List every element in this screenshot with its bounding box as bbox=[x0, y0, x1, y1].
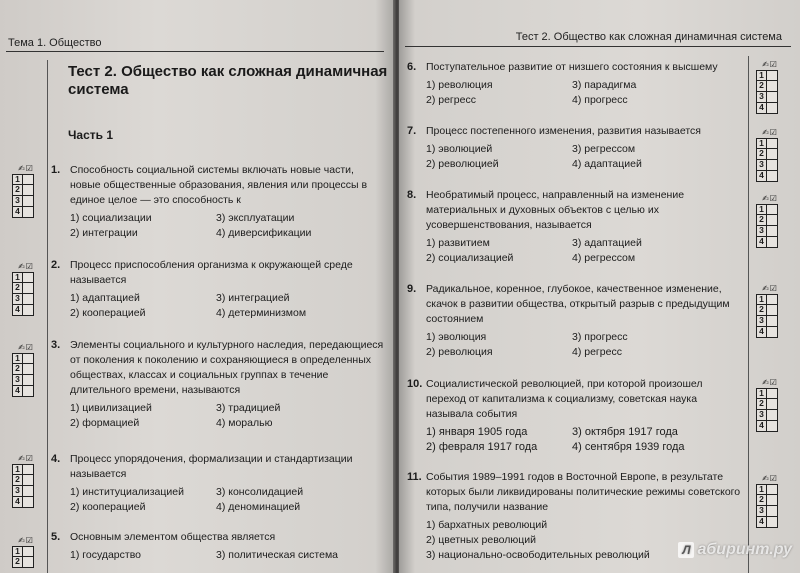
left-page bbox=[0, 0, 395, 573]
pen-check-icon: ✍☑ bbox=[762, 128, 778, 137]
part-title: Часть 1 bbox=[68, 128, 114, 142]
answer-option: 4) сентября 1939 года bbox=[572, 441, 685, 453]
answer-checkbox[interactable] bbox=[23, 353, 34, 364]
question-text: Поступательное развитие от низшего состояния к высшему bbox=[426, 61, 718, 73]
answer-checkbox[interactable] bbox=[23, 486, 34, 497]
answer-checkbox[interactable] bbox=[767, 410, 778, 421]
answer-grid-q7 bbox=[756, 128, 784, 182]
answer-checkbox[interactable] bbox=[767, 215, 778, 226]
answer-checkbox[interactable] bbox=[767, 138, 778, 149]
right-page bbox=[399, 0, 800, 573]
answer-option: 2) социализацией bbox=[426, 252, 514, 264]
answer-grid-q11 bbox=[756, 474, 784, 528]
answer-checkbox[interactable] bbox=[23, 386, 34, 397]
answer-grid-q1 bbox=[12, 164, 40, 218]
answer-option: 2) революция bbox=[426, 346, 493, 358]
grid-number: 1 bbox=[756, 70, 767, 81]
answer-option: 3) адаптацией bbox=[572, 237, 642, 249]
right-margin-line bbox=[748, 56, 749, 573]
answer-option: 3) консолидацией bbox=[216, 486, 304, 498]
grid-number: 3 bbox=[756, 92, 767, 103]
answer-option: 1) эволюцией bbox=[426, 143, 493, 155]
answer-option: 1) развитием bbox=[426, 237, 490, 249]
answer-checkbox[interactable] bbox=[767, 70, 778, 81]
answer-checkbox[interactable] bbox=[23, 196, 34, 207]
pen-check-icon: ✍☑ bbox=[18, 343, 34, 352]
answer-checkbox[interactable] bbox=[23, 557, 34, 568]
answer-grid-q5 bbox=[12, 536, 40, 568]
grid-number: 3 bbox=[756, 160, 767, 171]
grid-number: 1 bbox=[756, 484, 767, 495]
grid-number: 3 bbox=[12, 375, 23, 386]
answer-checkbox[interactable] bbox=[767, 399, 778, 410]
grid-number: 2 bbox=[12, 364, 23, 375]
answer-option: 1) социализации bbox=[70, 212, 152, 224]
answer-checkbox[interactable] bbox=[767, 495, 778, 506]
grid-number: 1 bbox=[12, 546, 23, 557]
question-text: Основным элементом общества является bbox=[70, 531, 276, 543]
grid-number: 2 bbox=[756, 215, 767, 226]
grid-number: 4 bbox=[756, 171, 767, 182]
pen-check-icon: ✍☑ bbox=[762, 378, 778, 387]
answer-option: 2) интеграции bbox=[70, 227, 138, 239]
question-text: Необратимый процесс, направленный на изменение материальных и духовных объектов с целью их усовершенствования, называется bbox=[426, 189, 685, 231]
answer-option: 2) февраля 1917 года bbox=[426, 441, 538, 453]
grid-number: 3 bbox=[12, 196, 23, 207]
question-number: 2. bbox=[51, 259, 61, 271]
answer-option: 4) деноминацией bbox=[216, 501, 301, 513]
answer-option: 2) кооперацией bbox=[70, 501, 146, 513]
grid-number: 1 bbox=[12, 353, 23, 364]
right-page-header: Тест 2. Общество как сложная динамичная система bbox=[515, 31, 782, 43]
question-text: Способность социальной системы включать новые части, новые общественные образования, явления или процессы в единое целое — это способность к bbox=[70, 164, 368, 206]
grid-number: 2 bbox=[756, 305, 767, 316]
pen-check-icon: ✍☑ bbox=[18, 262, 34, 271]
answer-option: 1) цивилизацией bbox=[70, 402, 152, 414]
labirint-watermark bbox=[678, 541, 792, 559]
question-6 bbox=[407, 60, 742, 108]
answer-option: 3) регрессом bbox=[572, 143, 636, 155]
grid-number: 2 bbox=[12, 185, 23, 196]
labirint-logo-icon: Л bbox=[678, 542, 694, 558]
pen-check-icon: ✍☑ bbox=[762, 194, 778, 203]
grid-number: 4 bbox=[756, 517, 767, 528]
question-number: 9. bbox=[407, 283, 417, 295]
question-number: 1. bbox=[51, 164, 61, 176]
grid-number: 3 bbox=[12, 486, 23, 497]
answer-option: 4) прогресс bbox=[572, 94, 628, 106]
watermark-text: абиринт.ру bbox=[697, 541, 792, 558]
answer-checkbox[interactable] bbox=[767, 506, 778, 517]
answer-option: 1) эволюция bbox=[426, 331, 487, 343]
answer-checkbox[interactable] bbox=[23, 294, 34, 305]
answer-checkbox[interactable] bbox=[767, 103, 778, 114]
question-3 bbox=[51, 338, 386, 431]
answer-option: 3) прогресс bbox=[572, 331, 628, 343]
answer-checkbox[interactable] bbox=[767, 204, 778, 215]
answer-option: 2) революцией bbox=[426, 158, 499, 170]
grid-number: 4 bbox=[12, 386, 23, 397]
answer-checkbox[interactable] bbox=[767, 160, 778, 171]
answer-checkbox[interactable] bbox=[23, 546, 34, 557]
grid-number: 2 bbox=[756, 495, 767, 506]
question-9 bbox=[407, 282, 742, 360]
answer-option: 3) традицией bbox=[216, 402, 281, 414]
question-text: Процесс постепенного изменения, развития называется bbox=[426, 125, 701, 137]
grid-number: 3 bbox=[756, 226, 767, 237]
question-7 bbox=[407, 124, 742, 172]
grid-number: 3 bbox=[12, 294, 23, 305]
answer-grid-q4 bbox=[12, 454, 40, 508]
answer-option: 1) бархатных революций bbox=[426, 519, 548, 531]
answer-checkbox[interactable] bbox=[767, 327, 778, 338]
answer-checkbox[interactable] bbox=[767, 305, 778, 316]
question-5 bbox=[51, 530, 386, 563]
question-1 bbox=[51, 163, 386, 241]
question-text: Социалистической революцией, при которой произошел переход от капитализма к социализму, советская наука называла события bbox=[426, 378, 703, 420]
answer-checkbox[interactable] bbox=[23, 283, 34, 294]
answer-checkbox[interactable] bbox=[23, 375, 34, 386]
grid-number: 2 bbox=[12, 557, 23, 568]
answer-checkbox[interactable] bbox=[767, 171, 778, 182]
question-number: 8. bbox=[407, 189, 417, 201]
answer-grid-q6 bbox=[756, 60, 784, 114]
question-4 bbox=[51, 452, 386, 515]
answer-checkbox[interactable] bbox=[23, 185, 34, 196]
grid-number: 4 bbox=[12, 497, 23, 508]
answer-checkbox[interactable] bbox=[767, 92, 778, 103]
answer-option: 2) цветных революций bbox=[426, 534, 537, 546]
answer-option: 3) интеграцией bbox=[216, 292, 290, 304]
answer-option: 1) января 1905 года bbox=[426, 426, 528, 438]
pen-check-icon: ✍☑ bbox=[762, 284, 778, 293]
answer-option: 3) политическая система bbox=[216, 549, 338, 561]
answer-grid-q2 bbox=[12, 262, 40, 316]
question-text: События 1989–1991 годов в Восточной Европе, в результате которых были ликвидированы политические режимы советского типа, получили название bbox=[426, 471, 741, 513]
grid-number: 3 bbox=[756, 316, 767, 327]
answer-option: 4) адаптацией bbox=[572, 158, 642, 170]
answer-checkbox[interactable] bbox=[23, 464, 34, 475]
pen-check-icon: ✍☑ bbox=[762, 60, 778, 69]
answer-checkbox[interactable] bbox=[23, 497, 34, 508]
answer-option: 4) моралью bbox=[216, 417, 273, 429]
grid-number: 1 bbox=[12, 464, 23, 475]
answer-checkbox[interactable] bbox=[23, 207, 34, 218]
answer-option: 2) формацией bbox=[70, 417, 140, 429]
answer-checkbox[interactable] bbox=[767, 388, 778, 399]
answer-option: 1) институциализацией bbox=[70, 486, 184, 498]
answer-option: 1) адаптацией bbox=[70, 292, 140, 304]
grid-number: 2 bbox=[12, 283, 23, 294]
answer-option: 3) национально-освободительных революций bbox=[426, 549, 650, 561]
right-header-rule bbox=[405, 46, 791, 47]
grid-number: 3 bbox=[756, 410, 767, 421]
question-text: Процесс упорядочения, формализации и стандартизации называется bbox=[70, 453, 353, 480]
answer-option: 4) диверсификации bbox=[216, 227, 312, 239]
answer-option: 3) октября 1917 года bbox=[572, 426, 678, 438]
answer-option: 3) эксплуатации bbox=[216, 212, 295, 224]
answer-checkbox[interactable] bbox=[767, 81, 778, 92]
grid-number: 1 bbox=[756, 388, 767, 399]
question-number: 11. bbox=[407, 471, 422, 483]
grid-number: 2 bbox=[756, 399, 767, 410]
answer-option: 2) кооперацией bbox=[70, 307, 146, 319]
pen-check-icon: ✍☑ bbox=[762, 474, 778, 483]
answer-grid-q3 bbox=[12, 343, 40, 397]
answer-grid-q8 bbox=[756, 194, 784, 248]
grid-number: 2 bbox=[756, 81, 767, 92]
pen-check-icon: ✍☑ bbox=[18, 536, 34, 545]
grid-number: 1 bbox=[756, 138, 767, 149]
answer-checkbox[interactable] bbox=[767, 517, 778, 528]
grid-number: 4 bbox=[12, 305, 23, 316]
answer-checkbox[interactable] bbox=[767, 484, 778, 495]
answer-checkbox[interactable] bbox=[23, 475, 34, 486]
answer-checkbox[interactable] bbox=[767, 149, 778, 160]
question-8 bbox=[407, 188, 742, 266]
pen-check-icon: ✍☑ bbox=[18, 454, 34, 463]
question-2 bbox=[51, 258, 386, 321]
question-text: Процесс приспособления организма к окружающей среде называется bbox=[70, 259, 353, 286]
grid-number: 2 bbox=[12, 475, 23, 486]
answer-checkbox[interactable] bbox=[767, 421, 778, 432]
answer-checkbox[interactable] bbox=[23, 272, 34, 283]
question-number: 6. bbox=[407, 61, 417, 73]
answer-option: 1) государство bbox=[70, 549, 142, 561]
grid-number: 4 bbox=[12, 207, 23, 218]
answer-checkbox[interactable] bbox=[23, 174, 34, 185]
grid-number: 4 bbox=[756, 327, 767, 338]
question-number: 7. bbox=[407, 125, 417, 137]
answer-grid-q10 bbox=[756, 378, 784, 432]
question-number: 4. bbox=[51, 453, 61, 465]
left-page-header: Тема 1. Общество bbox=[8, 37, 102, 49]
answer-option: 2) регресс bbox=[426, 94, 476, 106]
grid-number: 1 bbox=[756, 204, 767, 215]
question-10 bbox=[407, 377, 742, 455]
question-number: 10. bbox=[407, 378, 423, 390]
answer-option: 4) регресс bbox=[572, 346, 622, 358]
grid-number: 2 bbox=[756, 149, 767, 160]
grid-number: 3 bbox=[756, 506, 767, 517]
grid-number: 4 bbox=[756, 103, 767, 114]
answer-checkbox[interactable] bbox=[767, 316, 778, 327]
answer-checkbox[interactable] bbox=[767, 237, 778, 248]
left-header-rule bbox=[6, 51, 384, 52]
answer-option: 4) регрессом bbox=[572, 252, 636, 264]
grid-number: 4 bbox=[756, 237, 767, 248]
question-number: 3. bbox=[51, 339, 61, 351]
pen-check-icon: ✍☑ bbox=[18, 164, 34, 173]
grid-number: 4 bbox=[756, 421, 767, 432]
answer-checkbox[interactable] bbox=[767, 294, 778, 305]
answer-grid-q9 bbox=[756, 284, 784, 338]
question-text: Радикальное, коренное, глубокое, качественное изменение, скачок в развитии общества, открытый разрыв с предыдущим состоянием bbox=[426, 283, 730, 325]
question-number: 5. bbox=[51, 531, 61, 543]
grid-number: 1 bbox=[12, 174, 23, 185]
left-margin-line bbox=[47, 60, 48, 573]
grid-number: 1 bbox=[12, 272, 23, 283]
test-title: Тест 2. Общество как сложная динамичная система bbox=[68, 63, 388, 98]
answer-checkbox[interactable] bbox=[23, 364, 34, 375]
answer-option: 4) детерминизмом bbox=[216, 307, 307, 319]
answer-checkbox[interactable] bbox=[23, 305, 34, 316]
answer-checkbox[interactable] bbox=[767, 226, 778, 237]
question-text: Элементы социального и культурного наследия, передающиеся от поколения к поколению и сохраняющиеся в определенных обществах, классах и социальных группах в течение длительного времени, называются bbox=[70, 339, 384, 396]
answer-option: 1) революция bbox=[426, 79, 493, 91]
grid-number: 1 bbox=[756, 294, 767, 305]
answer-option: 3) парадигма bbox=[572, 79, 637, 91]
